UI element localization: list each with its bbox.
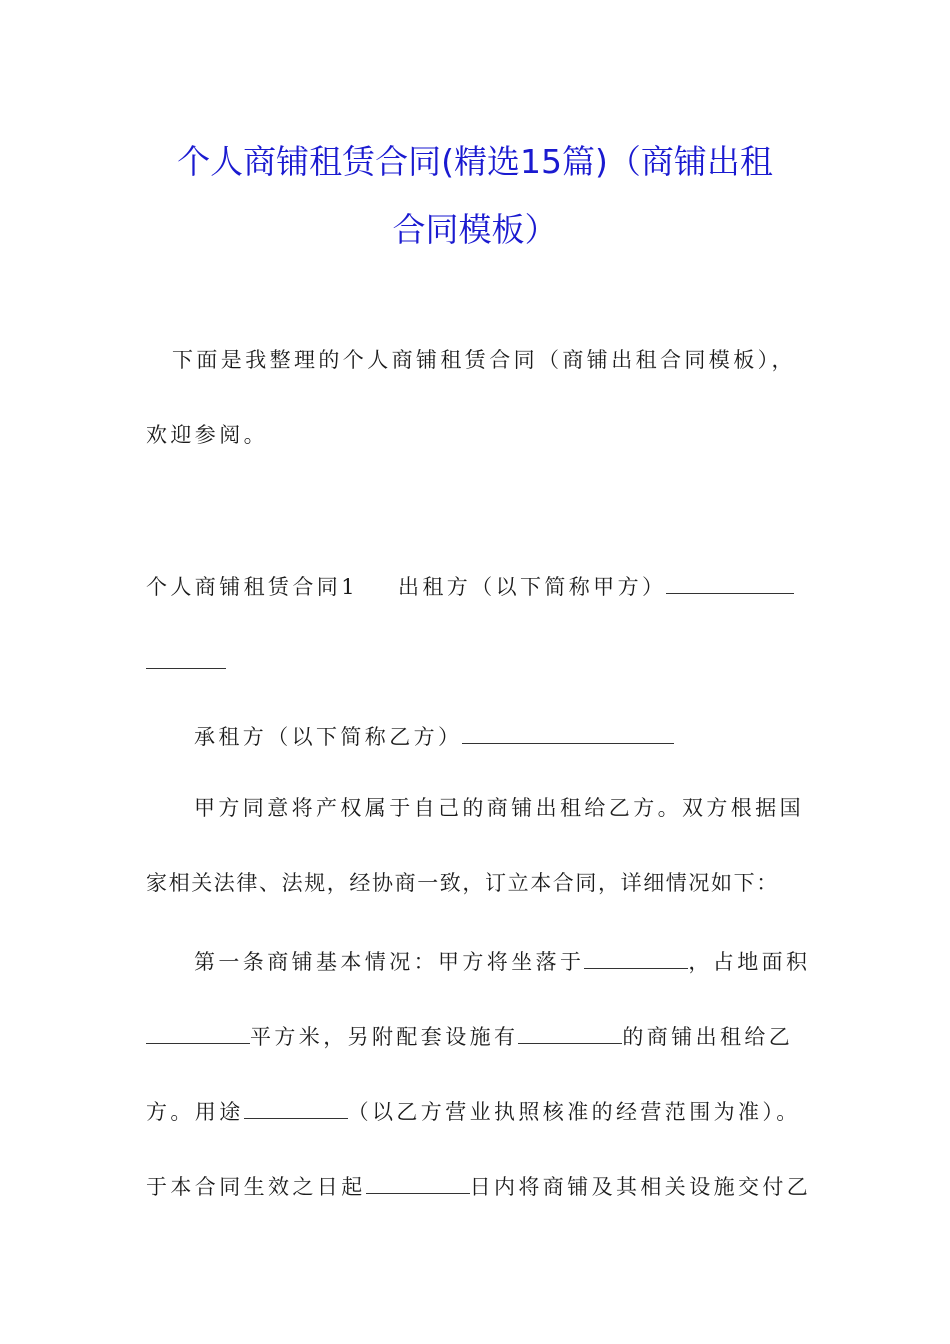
para1-line-1: 甲方同意将产权属于自己的商铺出租给乙方。双方根据国 [194, 796, 804, 820]
article1-line-3-text-b: （以乙方营业执照核准的经营范围为准）。 [347, 1100, 801, 1124]
lessor-blank-continued-row [146, 648, 226, 673]
article1-line-2-text-b: 的商铺出租给乙 [622, 1025, 794, 1049]
article1-line-3 [146, 1098, 801, 1123]
contract-heading-row [146, 573, 794, 598]
delivery-days-blank [366, 1173, 470, 1194]
contract-heading: 个人商铺租赁合同1 [146, 575, 358, 599]
article1-line-4-text-b: 日内将商铺及其相关设施交付乙 [469, 1175, 812, 1199]
article1-line-3-text-a: 方。用途 [146, 1100, 244, 1124]
lessor-label: 出租方（以下简称甲方） [397, 575, 667, 599]
lessor-blank-continued [146, 648, 226, 669]
article1-line-1-text-a: 第一条商铺基本情况：甲方将坐落于 [194, 950, 585, 974]
lessee-label: 承租方（以下简称乙方） [194, 725, 463, 749]
document-title-line-2: 合同模板） [392, 210, 558, 249]
lessee-row [194, 723, 674, 748]
intro-line-2: 欢迎参阅。 [146, 423, 268, 447]
facilities-blank [518, 1023, 622, 1044]
location-blank [584, 948, 688, 969]
article1-line-1-text-b: ，占地面积 [688, 950, 811, 974]
article1-line-4 [146, 1173, 811, 1198]
para1-line-2: 家相关法律、法规，经协商一致，订立本合同，详细情况如下： [146, 871, 779, 895]
lessee-blank [462, 723, 674, 744]
intro-line-1: 下面是我整理的个人商铺租赁合同（商铺出租合同模板）， [172, 348, 796, 372]
article1-line-2-text-a: 平方米，另附配套设施有 [250, 1025, 519, 1049]
article1-line-1 [194, 948, 810, 973]
article1-line-4-text-a: 于本合同生效之日起 [146, 1175, 366, 1199]
article1-line-2 [146, 1023, 793, 1048]
lessor-blank [666, 573, 794, 594]
usage-blank [244, 1098, 348, 1119]
area-blank [146, 1023, 250, 1044]
document-title-line-1: 个人商铺租赁合同(精选15篇)（商铺出租 [177, 142, 773, 181]
